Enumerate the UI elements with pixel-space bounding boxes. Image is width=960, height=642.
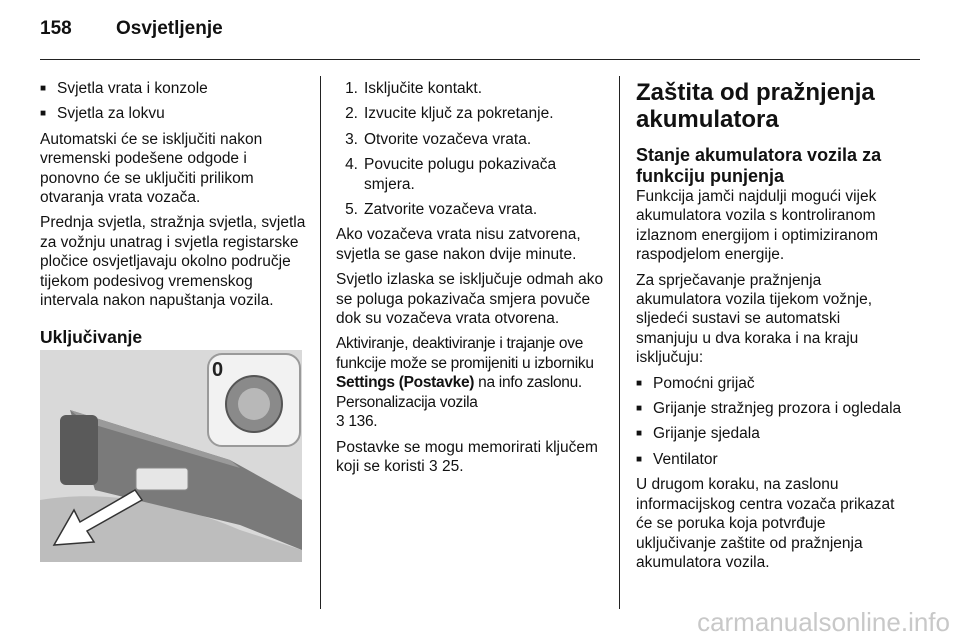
column-1	[40, 79, 308, 360]
paragraph: Aktiviranje, deaktiviranje i trajanje ove funkcije može se promijeniti u izborniku Settings (Postavke) na info zaslonu. Personalizacija vozila 3 136.	[336, 335, 594, 431]
bullet-icon: ■	[636, 453, 643, 465]
paragraph: Postavke se mogu memorirati ključem koji se koristi 3 25.	[336, 438, 598, 475]
page-header	[40, 18, 223, 40]
list-item: ■ Ventilator	[636, 450, 718, 468]
list-item: 3. Otvorite vozačeva vrata.	[345, 130, 532, 148]
paragraph: Svjetlo izlaska se isključuje odmah ako se poluga pokazivača smjera povuče dok su vozačeva vrata otvorena.	[336, 271, 604, 328]
column-2	[336, 79, 608, 482]
list-item: 5. Zatvorite vozačeva vrata.	[345, 201, 538, 219]
watermark: carmanualsonline.info	[697, 607, 950, 637]
illustration	[40, 350, 302, 562]
paragraph: Ako vozačeva vrata nisu zatvorena, svjetla se gase nakon dvije minute.	[336, 226, 581, 263]
paragraph: Funkcija jamči najdulji mogući vijek akumulatora vozila s kontroliranom izlaznom energijom i optimiziranom raspodjelom energije.	[636, 188, 879, 264]
list-item: 1. Isključite kontakt.	[345, 80, 483, 97]
menu-reference: Settings (Postavke)	[336, 374, 475, 392]
list-item: ■ Svjetla za lokvu	[40, 105, 165, 123]
bullet-icon: ■	[636, 428, 643, 440]
header-rule	[40, 59, 920, 60]
list-item: ■ Svjetla vrata i konzole	[40, 80, 208, 97]
bullet-icon: ■	[40, 83, 47, 94]
turn-signal-lever-illustration	[40, 350, 302, 562]
list-item: ■ Grijanje stražnjeg prozora i ogledala	[636, 400, 902, 418]
section-heading: Uključivanje	[40, 327, 143, 348]
column-divider-1	[320, 76, 321, 609]
bullet-icon: ■	[40, 108, 47, 120]
subsection-title: Stanje akumulatora vozila za funkciju punjenja	[636, 145, 882, 186]
paragraph: U drugom koraku, na zaslonu informacijskog centra vozača prikazat će se poruka koja potvrđuje uključivanje zaštite od pražnjenja akumulatora vozila.	[636, 476, 895, 571]
list-item: ■ Pomoćni grijač	[636, 374, 755, 392]
list-item: 4. Povucite polugu pokazivača smjera.	[345, 156, 557, 193]
column-3	[636, 79, 902, 578]
bullet-icon: ■	[636, 403, 643, 415]
list-item: 2. Izvucite ključ za pokretanje.	[345, 105, 554, 123]
page-reference: 3 136.	[336, 413, 378, 431]
list-item: ■ Grijanje sjedala	[636, 425, 760, 443]
page-number: 158	[40, 18, 72, 39]
bullet-icon: ■	[636, 377, 643, 389]
paragraph: Automatski će se isključiti nakon vremenski podešene odgode i ponovno će se uključiti prilikom otvaranja vrata vozača.	[40, 130, 263, 207]
section-title: Osvjetljenje	[116, 18, 223, 39]
paragraph: Prednja svjetla, stražnja svjetla, svjetla za vožnju unatrag i svjetla registarske pločice osvjetljavaju okolno područje tijekom podesivog vremenskog intervala nakon napuštanja vozila.	[40, 214, 306, 310]
section-title: Zaštita od pražnjenja akumulatora	[636, 79, 875, 133]
illustration-label: 0	[212, 359, 224, 381]
paragraph: Za sprječavanje pražnjenja akumulatora vozila tijekom vožnje, sljedeći sustavi se automatski smanjuju u dva koraka i na kraju isključuju:	[636, 271, 873, 367]
column-divider-2	[619, 76, 620, 609]
